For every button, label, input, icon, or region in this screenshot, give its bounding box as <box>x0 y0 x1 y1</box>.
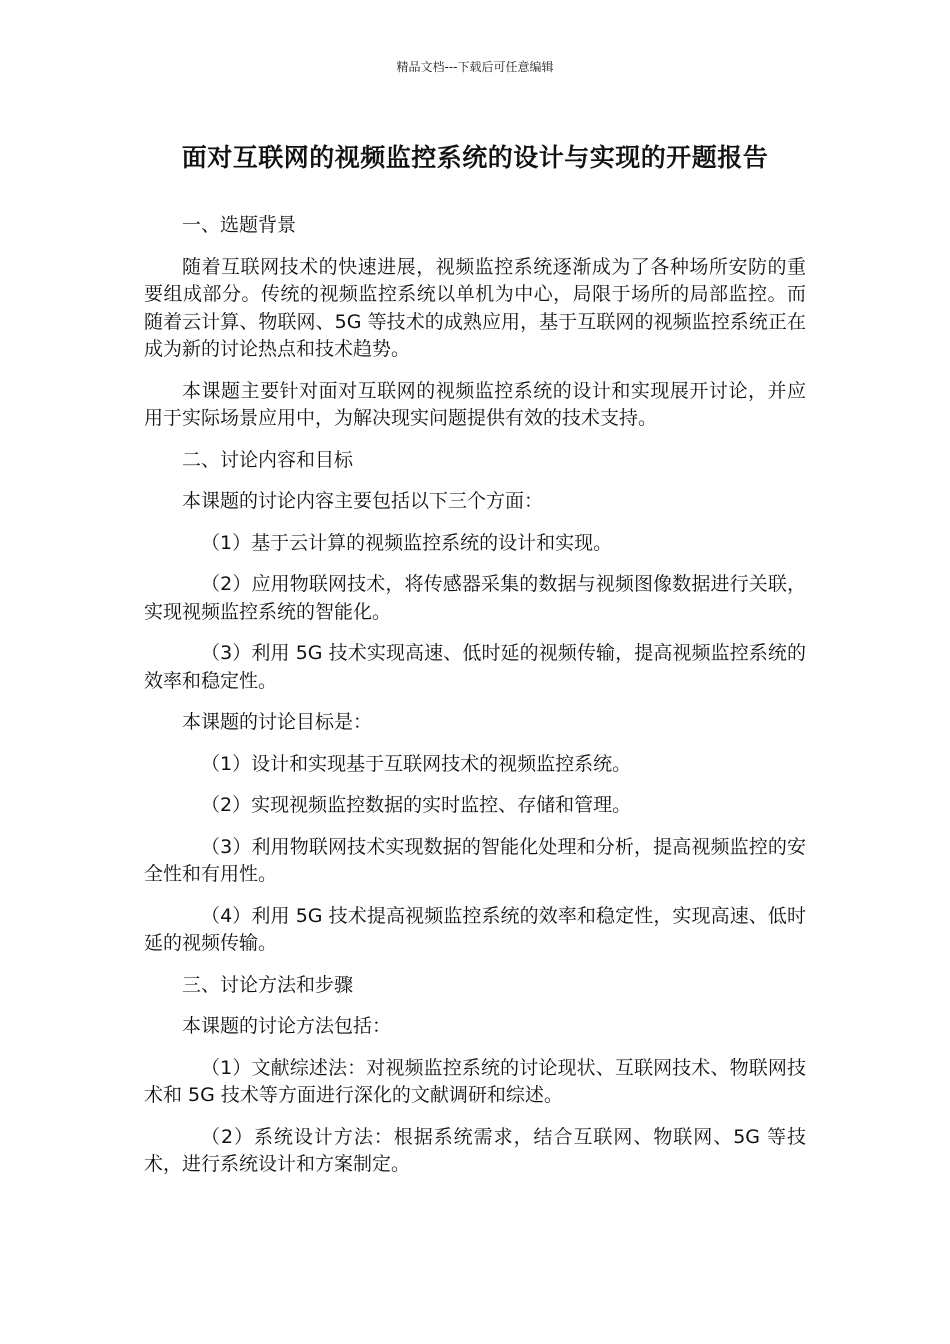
list-item-goal-3: （3）利用物联网技术实现数据的智能化处理和分析，提高视频监控的安全性和有用性。 <box>144 835 806 885</box>
list-item-goal-2: （2）实现视频监控数据的实时监控、存储和管理。 <box>201 794 632 816</box>
document-body <box>144 212 806 1193</box>
section-heading-methods: 三、讨论方法和步骤 <box>182 973 354 996</box>
list-item-content-3: （3）利用 5G 技术实现高速、低时延的视频传输，提高视频监控系统的效率和稳定性。 <box>144 642 806 692</box>
paragraph-background-1: 随着互联网技术的快速进展，视频监控系统逐渐成为了各种场所安防的重要组成部分。传统的视频监控系统以单机为中心，局限于场所的局部监控。而随着云计算、物联网、5G 等技术的成熟应用，基于互联网的视频监控系统正在成为新的讨论热点和技术趋势。 <box>144 255 806 360</box>
header-note: 精品文档---下载后可任意编辑 <box>396 60 554 74</box>
list-item-method-1: （1）文献综述法：对视频监控系统的讨论现状、互联网技术、物联网技术和 5G 技术等方面进行深化的文献调研和综述。 <box>144 1056 806 1106</box>
list-item-goal-1: （1）设计和实现基于互联网技术的视频监控系统。 <box>201 752 632 775</box>
list-item-content-2: （2）应用物联网技术，将传感器采集的数据与视频图像数据进行关联，实现视频监控系统的智能化。 <box>144 573 806 623</box>
paragraph-background-2: 本课题主要针对面对互联网的视频监控系统的设计和实现展开讨论，并应用于实际场景应用中，为解决现实问题提供有效的技术支持。 <box>144 379 806 429</box>
list-item-goal-4: （4）利用 5G 技术提高视频监控系统的效率和稳定性，实现高速、低时延的视频传输。 <box>144 904 806 954</box>
list-item-content-1: （1）基于云计算的视频监控系统的设计和实现。 <box>201 531 613 554</box>
list-item-method-2: （2）系统设计方法：根据系统需求，结合互联网、物联网、5G 等技术，进行系统设计和方案制定。 <box>144 1125 806 1175</box>
paragraph-goals-intro: 本课题的讨论目标是： <box>182 711 373 733</box>
section-heading-background: 一、选题背景 <box>182 214 297 236</box>
section-heading-content-goals: 二、讨论内容和目标 <box>182 448 354 471</box>
document-title: 面对互联网的视频监控系统的设计与实现的开题报告 <box>181 143 769 172</box>
paragraph-content-intro: 本课题的讨论内容主要包括以下三个方面： <box>182 490 544 512</box>
paragraph-methods-intro: 本课题的讨论方法包括： <box>182 1015 392 1037</box>
